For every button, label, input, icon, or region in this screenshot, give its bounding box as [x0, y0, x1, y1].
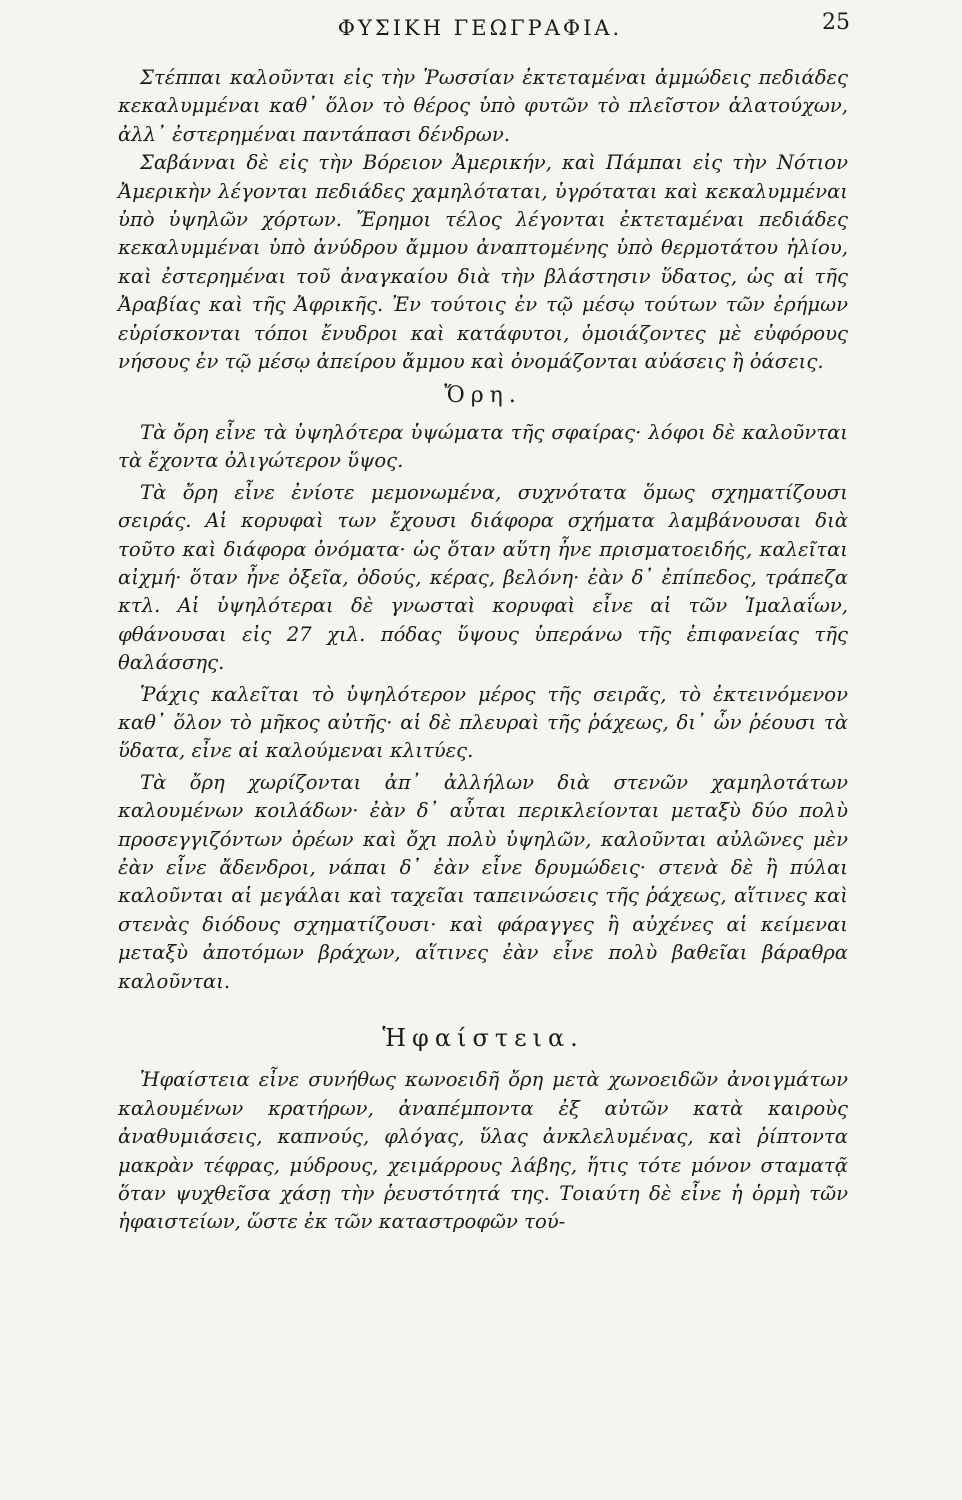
paragraph-savannas-deserts: Σαβάνναι δὲ εἰς τὴν Βόρειον Ἀμερικήν, καὶ Πάμπαι εἰς τὴν Νότιον Ἀμερικὴν λέγονται πεδιάδες χαμηλόταται, ὑγρόταται καὶ κεκαλυμμέναι ὑπὸ ὑψηλῶν χόρτων. Ἔρημοι τέλος λέγονται ἐκτεταμέναι πεδιάδες κεκαλυμμέναι ὑπὸ ἀνύδρου ἄμμου ἀναπτομένης ὑπὸ θερμοτάτου ἡλίου, καὶ ἐστερημέναι τοῦ ἀναγκαίου διὰ τὴν βλάστησιν ὕδατος, ὡς αἱ τῆς Ἀραβίας καὶ τῆς Ἀφρικῆς. Ἐν τούτοις ἐν τῷ μέσῳ τούτων τῶν ἐρήμων εὑρίσκονται τόποι ἔνυδροι καὶ κατάφυτοι, ὁμοιάζοντες μὲ εὐφόρους νήσους ἐν τῷ μέσῳ ἀπείρου ἄμμου καὶ ὀνομάζονται αὐάσεις ἢ ὀάσεις. — [118, 151, 848, 374]
paragraph-steppes: Στέππαι καλοῦνται εἰς τὴν Ῥωσσίαν ἐκτεταμέναι ἀμμώδεις πεδιάδες κεκαλυμμέναι καθ᾽ ὅλον τὸ θέρος ὑπὸ φυτῶν τὸ πλεῖστον ἁλατούχων, ἀλλ᾽ ἐστερημέναι παντάπασι δένδρων. — [118, 66, 848, 146]
section-heading-ore: Ὄρη. — [444, 383, 522, 409]
page-header — [110, 10, 850, 50]
paragraph-volcanoes: Ἡφαίστεια εἶνε συνήθως κωνοειδῆ ὄρη μετὰ χωνοειδῶν ἀνοιγμάτων καλουμένων κρατήρων, ἀναπέμποντα ἐξ αὐτῶν κατὰ καιροὺς ἀναθυμιάσεις, καπνούς, φλόγας, ὕλας ἀνκλελυμένας, καὶ ῥίπτοντα μακρὰν τέφρας, μύδρους, χειμάρρους λάβης, ἥτις τότε μόνον σταματᾷ ὅταν ψυχθεῖσα χάσῃ τὴν ῥευστότητά της. Τοιαύτη δὲ εἶνε ἡ ὁρμὴ τῶν ἡφαιστείων, ὥστε ἐκ τῶν καταστροφῶν τού- — [118, 1068, 848, 1234]
paragraph-ridge: Ῥάχις καλεῖται τὸ ὑψηλότερον μέρος τῆς σειρᾶς, τὸ ἐκτεινόμενον καθ᾽ ὅλον τὸ μῆκος αὐτῆς· αἱ δὲ πλευραὶ τῆς ῥάχεως, δι᾽ ὧν ῥέουσι τὰ ὕδατα, εἶνε αἱ καλούμεναι κλιτύες. — [118, 682, 848, 763]
paragraph-valleys: Τὰ ὄρη χωρίζονται ἀπ᾽ ἀλλήλων διὰ στενῶν χαμηλοτάτων καλουμένων κοιλάδων· ἐὰν δ᾽ αὗται περικλείονται μεταξὺ δύο πολὺ προσεγγιζόντων ὀρέων καὶ ὄχι πολὺ ὑψηλῶν, καλοῦνται αὐλῶνες μὲν ἐὰν εἶνε ἄδενδροι, νάπαι δ᾽ ἐὰν εἶνε δρυμώδεις· στενὰ δὲ ἢ πύλαι καλοῦνται αἱ μεγάλαι καὶ ταχεῖαι ταπεινώσεις τῆς ῥάχεως, αἵτινες καὶ στενὰς διόδους σχηματίζουσι· καὶ φάραγγες ἢ αὐχένες αἱ κείμεναι μεταξὺ ἀποτόμων βράχων, αἵτινες ἐὰν εἶνε πολὺ βαθεῖαι βάραθρα καλοῦνται. — [118, 770, 848, 993]
running-title: ΦΥΣΙΚΗ ΓΕΩΓΡΑΦΙΑ. — [337, 16, 623, 40]
page-body — [118, 64, 848, 1237]
section-heading-hephaisteia: Ἡφαίστεια. — [382, 1024, 584, 1052]
paragraph-mountain-peaks: Τὰ ὄρη εἶνε ἐνίοτε μεμονωμένα, συχνότατα ὅμως σχηματίζουσι σειράς. Αἱ κορυφαὶ των ἔχουσι διάφορα σχήματα λαμβάνουσαι διὰ τοῦτο καὶ διάφορα ὀνόματα· ὡς ὅταν αὕτη ἦνε πρισματοειδής, καλεῖται αἰχμή· ὅταν ἦνε ὀξεῖα, ὀδούς, κέρας, βελόνη· ἐὰν δ᾽ ἐπίπεδος, τράπεζα κτλ. Αἱ ὑψηλότεραι δὲ γνωσταὶ κορυφαὶ εἶνε αἱ τῶν Ἱμαλαΐων, φθάνουσαι εἰς 27 χιλ. πόδας ὕψους ὑπεράνω τῆς ἐπιφανείας τῆς θαλάσσης. — [118, 480, 848, 675]
page-number: 25 — [822, 10, 850, 35]
paragraph-mountains-definition: Τὰ ὄρη εἶνε τὰ ὑψηλότερα ὑψώματα τῆς σφαίρας· λόφοι δὲ καλοῦνται τὰ ἔχοντα ὀλιγώτερον ὕψος. — [118, 420, 848, 473]
